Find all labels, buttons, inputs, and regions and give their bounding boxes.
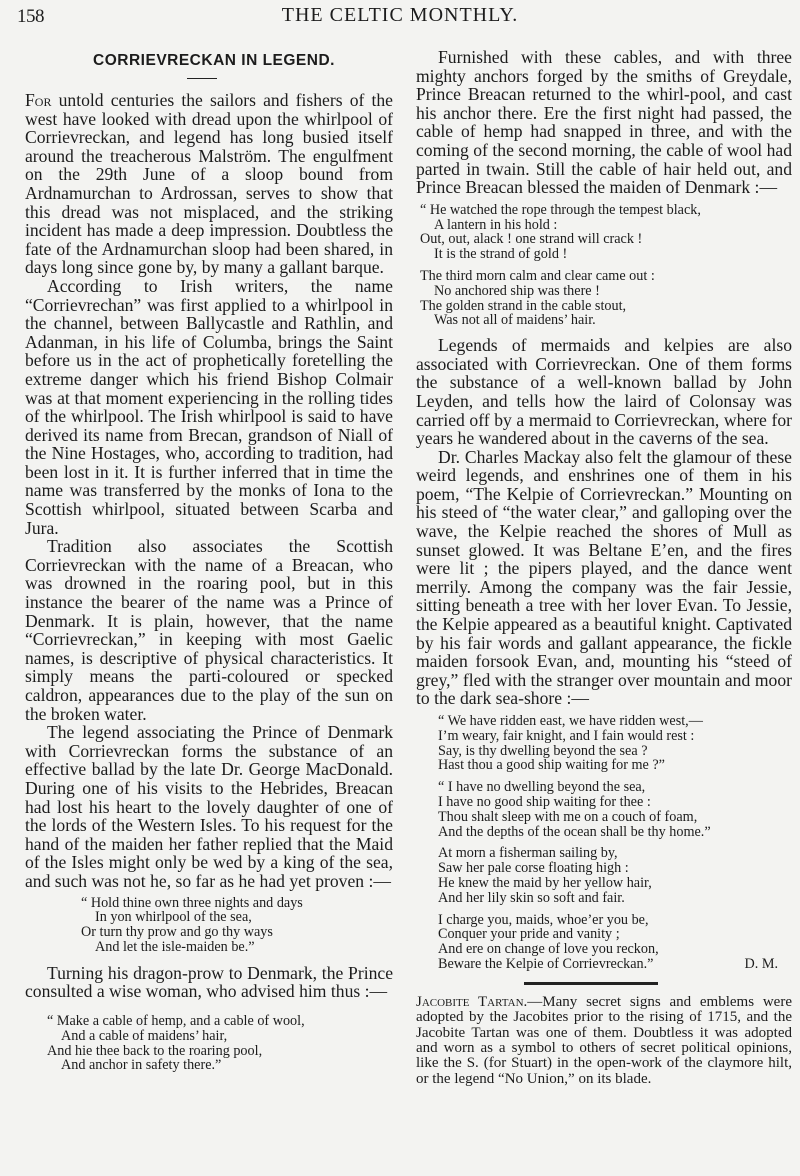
verse-line: I’m weary, fair knight, and I fain would rest :: [438, 727, 695, 744]
verse-line: “ He watched the rope through the tempest black,: [420, 201, 701, 218]
note-body: —Many secret signs and emblems were adopted by the Jacobites prior to the rising of 1715, and the Jacobite Tartan was one of them. Doubtless it was adopted and worn as a symbol to others of secret political opinions, like the S. (for Stuart) in the open-work of the claymore hilt, or the legend “No Union,” on its blade.: [416, 993, 792, 1087]
verse-line: I charge you, maids, whoe’er you be,: [438, 911, 649, 928]
verse-line: Hast thou a good ship waiting for me ?”: [438, 757, 665, 774]
verse-line: And let the isle-maiden be.”: [95, 938, 255, 955]
verse-final-line: [438, 957, 778, 972]
verse-hold-thine-own: [81, 896, 393, 955]
verse-line: “ We have ridden east, we have ridden west,—: [438, 713, 703, 729]
verse-line: Saw her pale corse floating high :: [438, 860, 629, 877]
verse-line: It is the strand of gold !: [434, 246, 568, 263]
paragraph-irish-writers: According to Irish writers, the name “Corrievrechan” was first applied to a whirlpool in the channel, between Ballycastle and Rathlin, and Adanman, in his life of Columba, brings the Saint before us in the act of prophetically foretelling the extreme danger which his friend Bishop Colmair was at that moment experiencing in the rolling tides of the whirlpool. The Irish whirlpool is said to have derived its name from Brecan, grandson of Niall of the Nine Hostages, who, according to tradition, had been lost in it. It is further inferred that in time the name was transferred by the monks of Iona to the Scottish whirlpool, situated between Scarba and Jura.: [25, 275, 393, 538]
verse-line: “ Make a cable of hemp, and a cable of wool,: [47, 1012, 305, 1029]
verse-line: “ I have no dwelling beyond the sea,: [438, 779, 646, 796]
verse-line: And ere on change of love you reckon,: [438, 941, 659, 958]
verse-line: The golden strand in the cable stout,: [420, 297, 627, 314]
page-header: [0, 0, 800, 40]
verse-line: And a cable of maidens’ hair,: [61, 1027, 228, 1044]
verse-line: A lantern in his hold :: [434, 216, 558, 233]
running-title: THE CELTIC MONTHLY.: [281, 4, 519, 26]
paragraph-mackay: Dr. Charles Mackay also felt the glamour of these weird legends, and enshrines one of them in his poem, “The Kelpie of Corrievreckan.” Mounting on his steed of “the water clear,” and galloping over the wave, the Kelpie reached the shores of Mull as sunset glowed. It was Beltane E’en, and the fires were lit ; the pipers played, and the dance went merrily. Among the company was the fair Jessie, sitting beneath a tree with her lover Evan. To Jessie, the Kelpie appeared as a beautiful knight. Captivated by his fair words and gallant appearance, the fickle maiden forsook Evan, and, mounting his “steed of grey,” fled with the stranger over mountain and moor to the dark sea-shore :—: [416, 446, 792, 709]
stanza: [420, 269, 792, 328]
paragraph-text: untold centuries the sailors and fishers of the west have looked with dread upon the whirlpool of Corrievreckan, and legend has long busied itself around the treacherous Malström. The engulfment on the 29th June of a sloop bound from Ardnamurchan to Ardrossan, serves to show that this dread was not misplaced, and the striking incident has made a deep impression. Doubtless the fate of the Ardnamurchan sloop had been shared, in days long since gone by, by many a gallant barque.: [25, 90, 393, 278]
verse-line: Thou shalt sleep with me on a couch of foam,: [438, 808, 698, 825]
verse-line: Beware the Kelpie of Corrievreckan.”: [438, 955, 654, 972]
paragraph-dragon-prow: Turning his dragon-prow to Denmark, the Prince consulted a wise woman, who advised him thus :—: [25, 962, 393, 1002]
paragraph-legend-prince: The legend associating the Prince of Denmark with Corrievreckan forms the substance of an effective ballad by the late Dr. George MacDonald. During one of his visits to the Hebrides, Breacan had lost his heart to the lovely daughter of one of the lords of the Western Isles. To his request for the hand of the maiden her father replied that the Maid of the Isles might only be wed by a king of the sea, and such was not he, so far as he had yet proven :—: [25, 722, 393, 891]
stanza: [438, 846, 792, 905]
verse-line: At morn a fisherman sailing by,: [438, 845, 618, 862]
verse-line: Out, out, alack ! one strand will crack !: [420, 231, 643, 248]
section-divider: [524, 982, 658, 985]
verse-kelpie: [438, 714, 792, 972]
verse-watched-the-rope: [420, 203, 792, 328]
verse-line: In yon whirlpool of the sea,: [95, 909, 252, 926]
stanza: [438, 913, 792, 972]
verse-line: Say, is thy dwelling beyond the sea ?: [438, 742, 648, 759]
verse-line: And her lily skin so soft and fair.: [438, 889, 625, 906]
verse-line: He knew the maid by her yellow hair,: [438, 874, 652, 891]
verse-line: The third morn calm and clear came out :: [420, 267, 655, 284]
stanza: [438, 780, 792, 839]
paragraph-intro: [25, 91, 393, 277]
verse-line: And the depths of the ocean shall be thy home.”: [438, 823, 711, 840]
drop-lead-word: For: [25, 90, 52, 110]
stanza: [420, 203, 792, 262]
jacobite-tartan-note: [416, 995, 792, 1087]
right-column: [416, 48, 792, 1087]
verse-line: Conquer your pride and vanity ;: [438, 926, 620, 943]
left-column: [25, 48, 393, 1081]
stanza: [438, 714, 792, 773]
verse-line: “ Hold thine own three nights and days: [81, 894, 303, 911]
verse-line: I have no good ship waiting for thee :: [438, 793, 651, 810]
verse-line: Was not all of maidens’ hair.: [434, 312, 596, 329]
verse-line: And anchor in safety there.”: [61, 1057, 222, 1074]
verse-line: No anchored ship was there !: [434, 282, 600, 299]
verse-line: And hie thee back to the roaring pool,: [47, 1042, 263, 1059]
article-title: CORRIEVRECKAN IN LEGEND.: [93, 52, 335, 69]
verse-line: Or turn thy prow and go thy ways: [81, 924, 273, 941]
note-heading: Jacobite Tartan.: [416, 993, 528, 1010]
page-number: 158: [17, 6, 44, 27]
paragraph-cables: Furnished with these cables, and with three mighty anchors forged by the smiths of Greydale, Prince Breacan returned to the whirl-pool, and cast his anchor there. Ere the first night had passed, the cable of hemp had snapped in three, and with the coming of the second morning, the cable of wool had parted in twain. Still the cable of hair held out, and Prince Breacan blessed the maiden of Denmark :—: [416, 47, 792, 198]
paragraph-mermaids: Legends of mermaids and kelpies are also associated with Corrievreckan. One of them forms the substance of a well-known ballad by John Leyden, and tells how the laird of Colonsay was carried off by a mermaid to Corrievreckan, where for years he wandered about in the caverns of the sea.: [416, 335, 792, 449]
title-divider: [187, 78, 217, 79]
author-signature: D. M.: [744, 955, 778, 972]
verse-make-a-cable: [47, 1014, 393, 1073]
paragraph-tradition: Tradition also associates the Scottish Corrievreckan with the name of a Breacan, who was drowned in the roaring pool, but in this instance the bearer of the name was a Prince of Denmark. It is plain, however, that the name “Corrievreckan,” in keeping with most Gaelic names, is descriptive of physical characteristics. It simply means the parti-coloured or specked caldron, appearances due to the play of the sun on the broken water.: [25, 536, 393, 724]
